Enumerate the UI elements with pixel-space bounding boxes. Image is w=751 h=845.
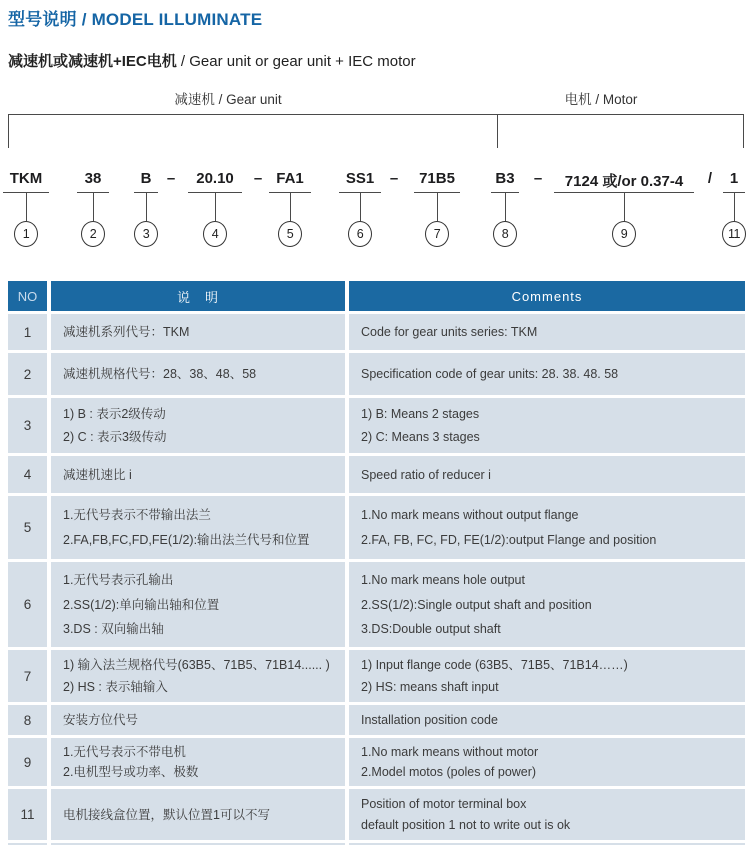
- token-connector-line: [437, 193, 438, 221]
- table-row: [8, 353, 745, 395]
- table-row: [8, 738, 745, 786]
- table-row: [8, 562, 745, 647]
- comment-line: Position of motor terminal box: [361, 797, 527, 811]
- bracket-tick-left: [8, 114, 9, 148]
- description-cell: [51, 398, 345, 453]
- table-row: [8, 789, 745, 840]
- comment-line: 2.Model motos (poles of power): [361, 765, 537, 779]
- row-number-cell: 3: [8, 398, 47, 453]
- comment-line: 1.No mark means without output flange: [361, 508, 579, 522]
- bracket-tick-right: [743, 114, 744, 148]
- description-line: 减速机速比 i: [63, 467, 132, 482]
- token-connector-line: [624, 193, 625, 221]
- token-connector-line: [360, 193, 361, 221]
- comments-cell: [349, 398, 745, 453]
- circle-number-badge: 6: [348, 221, 372, 247]
- comments-cell: [349, 738, 745, 786]
- circle-number-badge: 1: [14, 221, 38, 247]
- header-comments: Comments: [349, 281, 745, 311]
- description-line: 2.FA,FB,FC,FD,FE(1/2):输出法兰代号和位置: [63, 533, 310, 547]
- token-connector-line: [215, 193, 216, 221]
- description-line: 2) HS : 表示轴输入: [63, 679, 168, 694]
- model-token: FA1: [276, 170, 304, 187]
- row-number-cell: 4: [8, 456, 47, 493]
- description-line: 3.DS : 双向输出轴: [63, 621, 164, 636]
- token-connector-line: [26, 193, 27, 221]
- description-cell: [51, 650, 345, 702]
- table-row: [8, 398, 745, 453]
- comments-cell: [349, 496, 745, 559]
- table-row: [8, 650, 745, 702]
- subtitle-chinese: 减速机或减速机+IEC电机: [8, 53, 177, 70]
- comments-cell: [349, 789, 745, 840]
- row-number-cell: 8: [8, 705, 47, 735]
- comment-line: 3.DS:Double output shaft: [361, 621, 501, 636]
- comment-line: Speed ratio of reducer i: [361, 467, 491, 482]
- gear-unit-section-label: 减速机 / Gear unit: [174, 92, 282, 107]
- description-line: 1) 输入法兰规格代号(63B5、71B5、71B14...... ): [63, 658, 330, 673]
- comments-cell: [349, 650, 745, 702]
- model-token: B: [140, 170, 152, 187]
- row-number-cell: 6: [8, 562, 47, 647]
- model-code-separator: –: [389, 170, 399, 187]
- comments-cell: [349, 353, 745, 395]
- comment-line: 2) HS: means shaft input: [361, 679, 499, 694]
- description-line: 1.无代号表示不带输出法兰: [63, 508, 211, 522]
- token-connector-line: [290, 193, 291, 221]
- description-line: 减速机系列代号：TKM: [63, 325, 190, 339]
- row-number-cell: 1: [8, 314, 47, 350]
- description-line: 减速机规格代号：28、38、48、58: [63, 367, 257, 381]
- row-number-cell: 11: [8, 789, 47, 840]
- page-title: 型号说明 / MODEL ILLUMINATE: [8, 10, 263, 29]
- circle-number-badge: 9: [612, 221, 636, 247]
- model-token: 38: [84, 170, 102, 187]
- description-cell: [51, 738, 345, 786]
- description-line: 1) B : 表示2级传动: [63, 407, 166, 422]
- header-description: 说 明: [51, 281, 345, 311]
- description-cell: [51, 562, 345, 647]
- comment-line: default position 1 not to write out is ok: [361, 818, 571, 832]
- row-number-cell: 2: [8, 353, 47, 395]
- description-line: 2.SS(1/2):单向输出轴和位置: [63, 597, 220, 612]
- row-number-cell: 9: [8, 738, 47, 786]
- bracket-tick-middle: [497, 114, 498, 148]
- circle-number-badge: 4: [203, 221, 227, 247]
- model-code-separator: –: [533, 170, 543, 187]
- comment-line: 2.SS(1/2):Single output shaft and position: [361, 597, 592, 612]
- description-cell: [51, 314, 345, 350]
- description-line: 2) C : 表示3级传动: [63, 429, 167, 444]
- model-code-separator: –: [253, 170, 263, 187]
- description-line: 1.无代号表示孔输出: [63, 573, 174, 588]
- table-row: [8, 705, 745, 735]
- header-no: NO: [8, 281, 47, 311]
- circle-number-badge: 7: [425, 221, 449, 247]
- description-line: 1.无代号表示不带电机: [63, 745, 186, 759]
- model-token: SS1: [345, 170, 375, 187]
- token-connector-line: [734, 193, 735, 221]
- description-cell: [51, 496, 345, 559]
- comment-line: 1) Input flange code (63B5、71B5、71B14……): [361, 658, 628, 673]
- table-body: [8, 314, 745, 840]
- table-row: [8, 314, 745, 350]
- model-token: B3: [495, 170, 515, 187]
- comment-line: Installation position code: [361, 713, 498, 727]
- model-token: 20.10: [196, 170, 234, 187]
- comment-line: 1.No mark means hole output: [361, 573, 525, 588]
- description-cell: [51, 456, 345, 493]
- comment-line: Code for gear units series: TKM: [361, 325, 538, 339]
- description-cell: [51, 353, 345, 395]
- circle-number-badge: 8: [493, 221, 517, 247]
- table-header-row: [8, 281, 745, 311]
- subtitle-english: / Gear unit or gear unit + IEC motor: [176, 53, 416, 70]
- circle-number-badge: 11: [722, 221, 746, 247]
- circle-number-badge: 3: [134, 221, 158, 247]
- comment-line: 2) C: Means 3 stages: [361, 429, 480, 444]
- description-cell: [51, 789, 345, 840]
- model-code-separator: –: [166, 170, 176, 187]
- model-code-separator: /: [707, 170, 713, 187]
- bracket-line: [8, 114, 744, 115]
- motor-section-label: 电机 / Motor: [564, 92, 638, 107]
- model-token: 71B5: [419, 170, 455, 187]
- description-line: 电机接线盒位置，默认位置1可以不写: [63, 807, 270, 822]
- comment-line: 2.FA, FB, FC, FD, FE(1/2):output Flange and position: [361, 533, 657, 547]
- description-cell: [51, 705, 345, 735]
- token-connector-line: [505, 193, 506, 221]
- model-explanation-table: [8, 281, 745, 845]
- table-row: [8, 456, 745, 493]
- row-number-cell: 5: [8, 496, 47, 559]
- model-code-diagram: [0, 0, 751, 280]
- description-line: 安装方位代号: [63, 713, 139, 727]
- description-line: 2.电机型号或功率、极数: [63, 765, 199, 779]
- model-token: 7124 或/or 0.37-4: [564, 173, 684, 190]
- row-number-cell: 7: [8, 650, 47, 702]
- circle-number-badge: 2: [81, 221, 105, 247]
- comments-cell: [349, 456, 745, 493]
- model-token: 1: [729, 170, 739, 187]
- comments-cell: [349, 705, 745, 735]
- circle-number-badge: 5: [278, 221, 302, 247]
- token-connector-line: [93, 193, 94, 221]
- comment-line: Specification code of gear units: 28. 38. 48. 58: [361, 367, 619, 381]
- model-token: TKM: [9, 170, 43, 187]
- comment-line: 1.No mark means without motor: [361, 745, 539, 759]
- token-connector-line: [146, 193, 147, 221]
- comments-cell: [349, 314, 745, 350]
- comment-line: 1) B: Means 2 stages: [361, 407, 480, 422]
- comments-cell: [349, 562, 745, 647]
- table-row: [8, 496, 745, 559]
